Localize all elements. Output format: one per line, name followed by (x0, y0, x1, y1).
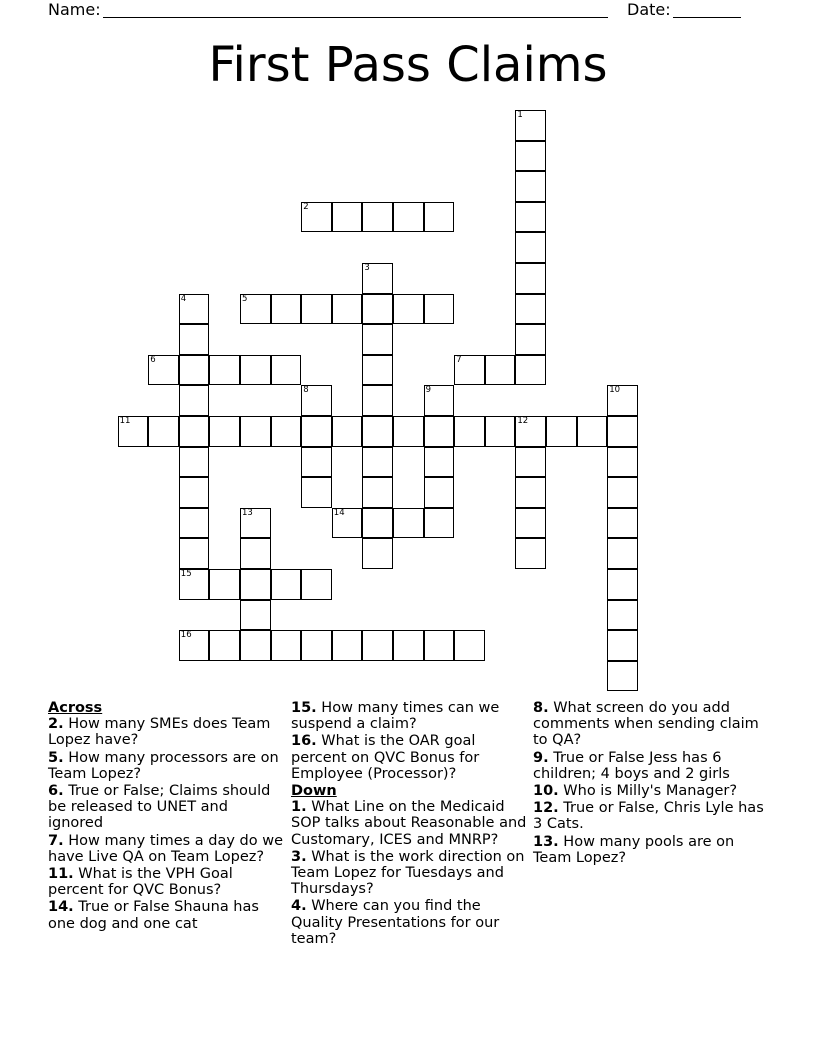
down-clue (291, 849, 527, 898)
grid-cell[interactable] (362, 477, 393, 508)
grid-cell[interactable] (607, 477, 638, 508)
grid-cell[interactable] (148, 355, 179, 386)
grid-cell[interactable] (301, 477, 332, 508)
grid-cell[interactable] (393, 416, 424, 447)
clue-number: 4. (291, 898, 307, 915)
grid-cell[interactable] (179, 538, 210, 569)
grid-cell[interactable] (393, 630, 424, 661)
cell-number: 3 (364, 263, 370, 273)
grid-cell[interactable] (362, 324, 393, 355)
clue-column-3 (533, 700, 769, 867)
clue-number: 13. (533, 833, 559, 850)
clue-text: True or False Jess has 6 children; 4 boys and 2 girls (533, 749, 730, 782)
grid-cell[interactable] (209, 630, 240, 661)
grid-cell[interactable] (515, 171, 546, 202)
grid-cell[interactable] (271, 569, 302, 600)
clue-number: 7. (48, 832, 64, 849)
across-heading: Across (48, 700, 103, 716)
grid-cell[interactable] (148, 416, 179, 447)
clue-column-1 (48, 700, 284, 933)
grid-cell[interactable] (240, 600, 271, 631)
grid-cell[interactable] (607, 538, 638, 569)
grid-cell[interactable] (607, 569, 638, 600)
cell-number: 10 (609, 385, 621, 396)
clue-number: 12. (533, 800, 559, 817)
grid-cell[interactable] (424, 630, 455, 661)
grid-cell[interactable] (301, 569, 332, 600)
grid-cell[interactable] (515, 294, 546, 325)
grid-cell[interactable] (424, 385, 455, 416)
cell-number: 12 (517, 416, 529, 426)
cell-number: 7 (456, 354, 462, 365)
cell-number: 1 (517, 110, 523, 120)
grid-cell[interactable] (209, 355, 240, 386)
grid-cell[interactable] (332, 294, 363, 325)
grid-cell[interactable] (240, 508, 271, 539)
grid-cell[interactable] (362, 294, 393, 325)
grid-cell[interactable] (515, 202, 546, 233)
grid-cell[interactable] (271, 630, 302, 661)
grid-cell[interactable] (301, 630, 332, 661)
grid-cell[interactable] (240, 294, 271, 325)
grid-cell[interactable] (179, 294, 210, 325)
across-clue (48, 783, 284, 832)
down-clue (533, 834, 769, 866)
grid-cell[interactable] (301, 416, 332, 447)
grid-cell[interactable] (301, 447, 332, 478)
clue-text: Who is Milly's Manager? (563, 783, 738, 800)
grid-cell[interactable] (332, 416, 363, 447)
grid-cell[interactable] (271, 355, 302, 386)
grid-cell[interactable] (515, 110, 546, 141)
grid-cell[interactable] (179, 324, 210, 355)
grid-cell[interactable] (454, 355, 485, 386)
grid-cell[interactable] (179, 447, 210, 478)
grid-cell[interactable] (271, 416, 302, 447)
grid-cell[interactable] (424, 416, 455, 447)
clue-column-2 (291, 700, 527, 948)
grid-cell[interactable] (577, 416, 608, 447)
cell-number: 16 (180, 630, 192, 641)
down-clue (291, 799, 527, 848)
grid-cell[interactable] (179, 569, 210, 600)
clue-number: 15. (291, 700, 317, 716)
cell-number: 6 (150, 354, 156, 365)
grid-cell[interactable] (240, 416, 271, 447)
down-heading: Down (291, 783, 337, 800)
down-clue (533, 783, 769, 799)
clue-number: 6. (48, 783, 64, 800)
clue-text: What is the VPH Goal percent for QVC Bonus? (48, 866, 233, 899)
grid-cell[interactable] (362, 630, 393, 661)
cell-number: 14 (333, 507, 345, 518)
grid-cell[interactable] (301, 385, 332, 416)
clue-text: What Line on the Medicaid SOP talks about Reasonable and Customary, ICES and MNRP? (291, 799, 527, 848)
grid-cell[interactable] (362, 355, 393, 386)
clue-text: How many pools are on Team Lopez? (533, 833, 735, 866)
cell-number: 11 (119, 416, 131, 426)
grid-cell[interactable] (362, 263, 393, 294)
clue-number: 5. (48, 749, 64, 766)
grid-cell[interactable] (546, 416, 577, 447)
clue-text: How many times can we suspend a claim? (291, 700, 500, 733)
clue-text: What is the work direction on Team Lopez for Tuesdays and Thursdays? (291, 848, 525, 898)
grid-cell[interactable] (179, 416, 210, 447)
cell-number: 2 (303, 201, 309, 212)
grid-cell[interactable] (485, 416, 516, 447)
cell-number: 15 (180, 569, 192, 579)
clue-number: 1. (291, 799, 307, 816)
across-clue (48, 899, 284, 931)
name-label: Name: (48, 0, 101, 19)
grid-cell[interactable] (362, 385, 393, 416)
grid-cell[interactable] (515, 263, 546, 294)
clue-text: How many SMEs does Team Lopez have? (48, 716, 271, 749)
grid-cell[interactable] (515, 355, 546, 386)
grid-cell[interactable] (301, 202, 332, 233)
clue-text: How many times a day do we have Live QA on Team Lopez? (48, 832, 284, 865)
down-clue (533, 750, 769, 782)
cell-number: 9 (425, 385, 432, 396)
cell-number: 8 (303, 385, 309, 396)
across-clue (291, 733, 527, 782)
grid-cell[interactable] (393, 202, 424, 233)
grid-cell[interactable] (424, 294, 455, 325)
clue-text: True or False; Claims should be released to UNET and ignored (48, 783, 271, 832)
grid-cell[interactable] (515, 324, 546, 355)
grid-cell[interactable] (515, 508, 546, 539)
grid-cell[interactable] (424, 508, 455, 539)
grid-cell[interactable] (515, 232, 546, 263)
clue-number: 9. (533, 749, 549, 766)
grid-cell[interactable] (607, 385, 638, 416)
across-clue (48, 716, 284, 748)
clue-number: 2. (48, 716, 64, 733)
grid-cell[interactable] (515, 538, 546, 569)
across-clue (291, 700, 527, 732)
grid-cell[interactable] (454, 630, 485, 661)
grid-cell[interactable] (362, 416, 393, 447)
clue-text: What screen do you add comments when sending claim to QA? (533, 700, 759, 749)
down-clue (533, 700, 769, 749)
clue-text: True or False, Chris Lyle has 3 Cats. (533, 800, 764, 833)
clue-text: What is the OAR goal percent on QVC Bonus for Employee (Processor)? (291, 733, 480, 782)
grid-cell[interactable] (362, 447, 393, 478)
cell-number: 4 (180, 293, 187, 304)
grid-cell[interactable] (179, 508, 210, 539)
grid-cell[interactable] (240, 355, 271, 386)
grid-cell[interactable] (179, 385, 210, 416)
grid-cell[interactable] (607, 416, 638, 447)
clue-number: 3. (291, 848, 307, 865)
grid-cell[interactable] (240, 538, 271, 569)
cell-number: 5 (242, 293, 248, 304)
grid-cell[interactable] (209, 416, 240, 447)
grid-cell[interactable] (209, 569, 240, 600)
down-clue (533, 800, 769, 832)
grid-cell[interactable] (271, 294, 302, 325)
clue-text: Where can you find the Quality Presentations for our team? (291, 898, 500, 947)
across-clue (48, 750, 284, 782)
grid-cell[interactable] (362, 202, 393, 233)
grid-cell[interactable] (515, 447, 546, 478)
grid-cell[interactable] (485, 355, 516, 386)
grid-cell[interactable] (393, 508, 424, 539)
grid-cell[interactable] (362, 538, 393, 569)
grid-cell[interactable] (179, 630, 210, 661)
grid-cell[interactable] (515, 141, 546, 172)
clue-number: 11. (48, 866, 74, 883)
grid-cell[interactable] (515, 477, 546, 508)
grid-cell[interactable] (118, 416, 149, 447)
grid-cell[interactable] (332, 630, 363, 661)
grid-cell[interactable] (607, 630, 638, 661)
grid-cell[interactable] (607, 508, 638, 539)
clue-text: How many processors are on Team Lopez? (48, 749, 279, 782)
grid-cell[interactable] (424, 477, 455, 508)
grid-cell[interactable] (332, 508, 363, 539)
grid-cell[interactable] (515, 416, 546, 447)
grid-cell[interactable] (607, 661, 638, 692)
grid-cell[interactable] (454, 416, 485, 447)
grid-cell[interactable] (424, 447, 455, 478)
down-clue (291, 898, 527, 947)
cell-number: 13 (242, 507, 253, 518)
grid-cell[interactable] (240, 630, 271, 661)
clue-number: 8. (533, 700, 549, 716)
grid-cell[interactable] (607, 447, 638, 478)
page-title: First Pass Claims (208, 37, 608, 93)
across-clue (48, 866, 284, 898)
grid-cell[interactable] (424, 202, 455, 233)
grid-cell[interactable] (393, 294, 424, 325)
clue-number: 10. (533, 783, 559, 800)
grid-cell[interactable] (362, 508, 393, 539)
clue-number: 16. (291, 733, 317, 750)
grid-cell[interactable] (301, 294, 332, 325)
clue-text: True or False Shauna has one dog and one cat (48, 899, 259, 932)
grid-cell[interactable] (179, 355, 210, 386)
grid-cell[interactable] (179, 477, 210, 508)
grid-cell[interactable] (607, 600, 638, 631)
grid-cell[interactable] (332, 202, 363, 233)
clue-number: 14. (48, 899, 74, 916)
across-clue (48, 833, 284, 865)
grid-cell[interactable] (240, 569, 271, 600)
date-label: Date: (627, 0, 671, 19)
